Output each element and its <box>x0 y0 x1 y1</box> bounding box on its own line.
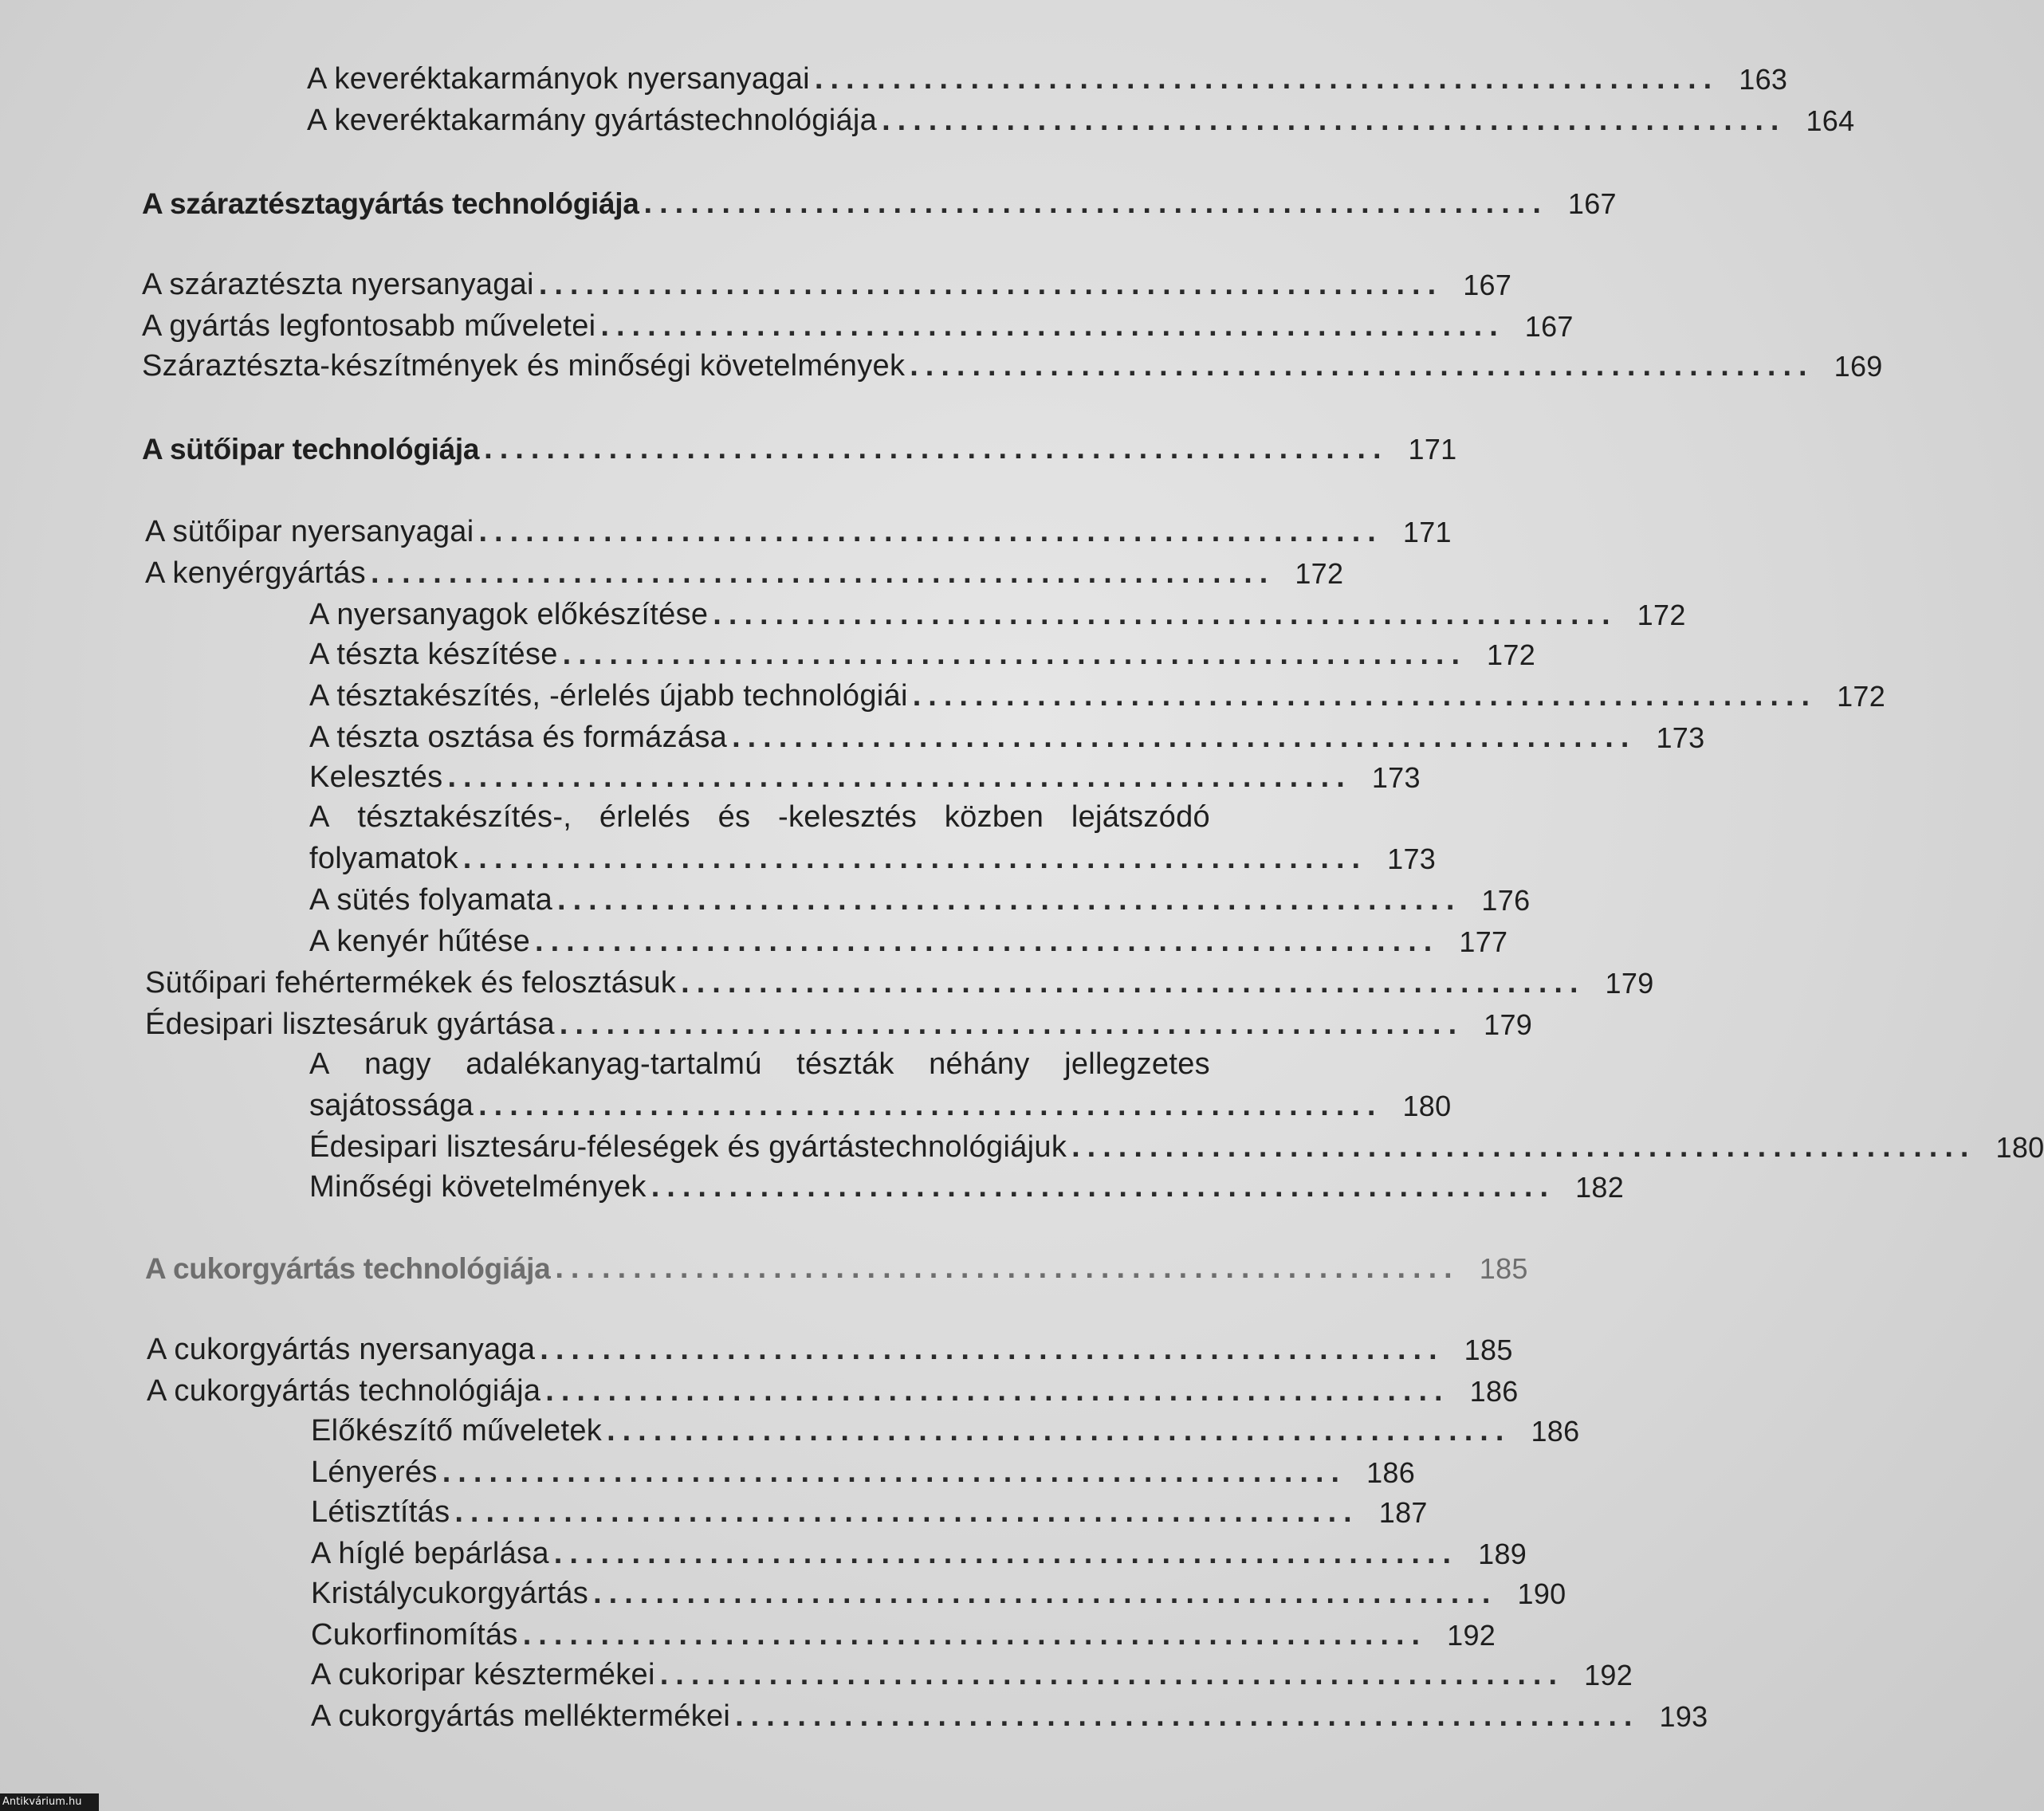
entry-title: A tésztakészítés, -érlelés újabb technológiái <box>309 679 908 713</box>
page-number: 172 <box>1295 557 1344 590</box>
leader-dots: .......................................................... <box>643 187 1548 220</box>
title-word: A <box>309 800 330 834</box>
leader-dots: .......................................................... <box>442 1455 1347 1489</box>
toc-entry <box>309 590 1686 631</box>
toc-entry <box>145 1000 1533 1041</box>
page-number: 173 <box>1371 761 1421 794</box>
toc-entry <box>309 752 1421 794</box>
leader-dots: .......................................................... <box>454 1495 1359 1529</box>
page-number: 182 <box>1575 1171 1625 1204</box>
leader-dots: .......................................................... <box>1071 1130 1976 1164</box>
toc-entry <box>309 671 1886 713</box>
toc-entry <box>309 917 1508 958</box>
page-number: 172 <box>1637 599 1686 631</box>
toc-entry <box>147 1325 1513 1366</box>
leader-dots: .......................................................... <box>538 268 1444 301</box>
toc-entry <box>142 341 1883 383</box>
toc-entry <box>142 301 1574 343</box>
entry-title: A sütőipar nyersanyagai <box>145 515 474 548</box>
page-number: 192 <box>1447 1619 1496 1652</box>
title-word: tészták <box>796 1047 894 1081</box>
entry-title: A keveréktakarmány gyártástechnológiája <box>307 104 878 137</box>
leader-dots: .......................................................... <box>713 598 1618 631</box>
page-number: 192 <box>1584 1659 1633 1691</box>
toc-entry <box>311 1691 1708 1733</box>
title-word: közben <box>944 800 1044 834</box>
page-number: 185 <box>1464 1334 1513 1366</box>
page-number: 167 <box>1463 269 1512 301</box>
page-number: 167 <box>1524 310 1574 343</box>
leader-dots: .......................................................... <box>735 1699 1640 1733</box>
entry-title: Kelesztés <box>309 760 443 794</box>
entry-title: Édesipari lisztesáruk gyártása <box>145 1008 555 1041</box>
entry-title-line-1 <box>309 1039 1210 1079</box>
leader-dots: .......................................................... <box>562 638 1468 671</box>
page-number: 186 <box>1366 1456 1416 1489</box>
page-number: 179 <box>1484 1008 1533 1041</box>
page-number: 176 <box>1481 884 1531 917</box>
entry-title: A cukoripar késztermékei <box>311 1658 655 1691</box>
page-number: 179 <box>1605 967 1654 1000</box>
entry-title: A sütés folyamata <box>309 883 553 917</box>
leader-dots: .......................................................... <box>681 966 1586 1000</box>
leader-dots: .......................................................... <box>522 1618 1428 1652</box>
entry-title: A cukorgyártás melléktermékei <box>311 1699 731 1733</box>
page-number: 186 <box>1469 1375 1519 1408</box>
entry-title: Előkészítő műveletek <box>311 1414 603 1448</box>
toc-chapter <box>145 1243 1528 1285</box>
leader-dots: .......................................................... <box>559 1008 1464 1041</box>
entry-title: Lényerés <box>311 1455 438 1489</box>
page-number: 185 <box>1479 1252 1528 1285</box>
toc-entry <box>309 834 1437 875</box>
toc-entry <box>311 1529 1527 1570</box>
leader-dots: .......................................................... <box>462 842 1368 875</box>
entry-title: Cukorfinomítás <box>311 1618 518 1652</box>
leader-dots: .......................................................... <box>651 1170 1556 1204</box>
entry-title: A híglé bepárlása <box>311 1537 549 1570</box>
page-number: 172 <box>1487 638 1536 671</box>
toc-entry <box>145 958 1654 1000</box>
entry-title: Sütőipari fehértermékek és felosztásuk <box>145 966 677 1000</box>
title-word: adalékanyag-tartalmú <box>466 1047 762 1081</box>
entry-title: Édesipari lisztesáru-féleségek és gyártástechnológiájuk <box>309 1130 1067 1164</box>
chapter-title: A cukorgyártás technológiája <box>145 1252 551 1285</box>
leader-dots: .......................................................... <box>593 1577 1498 1610</box>
toc-entry <box>307 54 1788 96</box>
toc-entry <box>309 1081 1452 1122</box>
leader-dots: .......................................................... <box>478 1089 1383 1122</box>
leader-dots: .......................................................... <box>545 1374 1450 1408</box>
title-word: néhány <box>929 1047 1030 1081</box>
entry-title: Minőségi követelmények <box>309 1170 647 1204</box>
entry-title: A kenyérgyártás <box>145 556 366 590</box>
page-number: 180 <box>1402 1090 1452 1122</box>
page-number: 169 <box>1834 350 1883 383</box>
leader-dots: .......................................................... <box>607 1414 1511 1448</box>
toc-entry <box>311 1569 1566 1610</box>
toc-entry <box>309 1122 2044 1164</box>
toc-entry <box>145 507 1452 548</box>
page-number: 189 <box>1478 1538 1527 1570</box>
toc-entry <box>309 713 1705 754</box>
leader-dots: .......................................................... <box>814 62 1720 96</box>
title-word: lejátszódó <box>1071 800 1210 834</box>
leader-dots: .......................................................... <box>732 721 1637 754</box>
page-number: 193 <box>1659 1700 1708 1733</box>
toc-entry <box>311 1448 1416 1489</box>
leader-dots: .......................................................... <box>535 925 1440 958</box>
toc-entry <box>145 548 1358 588</box>
page-number: 190 <box>1517 1577 1566 1610</box>
entry-title: Létisztítás <box>311 1495 450 1529</box>
entry-title: Kristálycukorgyártás <box>311 1577 589 1610</box>
leader-dots: .......................................................... <box>659 1658 1565 1691</box>
entry-title: A cukorgyártás nyersanyaga <box>147 1333 536 1366</box>
title-word: -kelesztés <box>778 800 918 834</box>
page-number: 171 <box>1408 433 1457 466</box>
title-word: érlelés <box>599 800 690 834</box>
leader-dots: .......................................................... <box>600 309 1505 343</box>
page-number: 171 <box>1402 516 1452 548</box>
leader-dots: .......................................................... <box>910 349 1814 383</box>
entry-title-line-1 <box>309 792 1210 832</box>
page-number: 173 <box>1387 843 1437 875</box>
leader-dots: .......................................................... <box>447 760 1352 794</box>
page-number: 172 <box>1837 680 1886 713</box>
leader-dots: .......................................................... <box>912 679 1818 713</box>
entry-title: sajátossága <box>309 1089 474 1122</box>
title-word: nagy <box>364 1047 431 1081</box>
toc-entry <box>142 260 1512 301</box>
leader-dots: .......................................................... <box>540 1333 1445 1366</box>
leader-dots: .......................................................... <box>553 1537 1459 1570</box>
title-word: tésztakészítés-, <box>357 800 572 834</box>
title-word: jellegzetes <box>1064 1047 1210 1081</box>
toc-chapter <box>142 179 1617 220</box>
leader-dots: .......................................................... <box>882 104 1787 137</box>
leader-dots: .......................................................... <box>557 883 1462 917</box>
toc-entry <box>311 1610 1496 1652</box>
entry-title: A cukorgyártás technológiája <box>147 1374 541 1408</box>
toc-entry <box>309 875 1531 917</box>
toc-entry <box>147 1366 1519 1408</box>
leader-dots: .......................................................... <box>484 432 1389 466</box>
title-word: és <box>717 800 751 834</box>
page-number: 173 <box>1656 721 1705 754</box>
toc-entry <box>311 1487 1428 1529</box>
entry-title: A tészta készítése <box>309 638 558 671</box>
toc-entry <box>307 96 1855 137</box>
chapter-title: A sütőipar technológiája <box>142 433 480 466</box>
page-number: 186 <box>1531 1415 1580 1448</box>
entry-title: A tészta osztása és formázása <box>309 721 728 754</box>
leader-dots: .......................................................... <box>478 515 1383 548</box>
entry-title: A kenyér hűtése <box>309 925 531 958</box>
entry-title: A keveréktakarmányok nyersanyagai <box>307 62 810 96</box>
page-number: 164 <box>1806 104 1855 137</box>
entry-title: A nyersanyagok előkészítése <box>309 598 709 631</box>
page-number: 187 <box>1378 1496 1428 1529</box>
title-word: A <box>309 1047 330 1081</box>
page-number: 177 <box>1459 925 1508 958</box>
toc-chapter <box>142 424 1457 466</box>
entry-title: A gyártás legfontosabb műveletei <box>142 309 596 343</box>
page-number: 167 <box>1567 187 1617 220</box>
leader-dots: .......................................................... <box>555 1251 1460 1285</box>
toc-entry <box>311 1406 1580 1448</box>
toc-entry <box>311 1650 1633 1691</box>
chapter-title: A száraztésztagyártás technológiája <box>142 187 639 220</box>
toc-entry <box>309 630 1536 671</box>
page-number: 163 <box>1739 63 1788 96</box>
leader-dots: .......................................................... <box>370 556 1276 590</box>
entry-title: Száraztészta-készítmények és minőségi követelmények <box>142 349 906 383</box>
entry-title: A száraztészta nyersanyagai <box>142 268 534 301</box>
watermark: Antikvárium.hu <box>0 1793 99 1811</box>
toc-entry <box>309 1162 1625 1204</box>
page-number: 180 <box>1995 1131 2044 1164</box>
entry-title: folyamatok <box>309 842 458 875</box>
